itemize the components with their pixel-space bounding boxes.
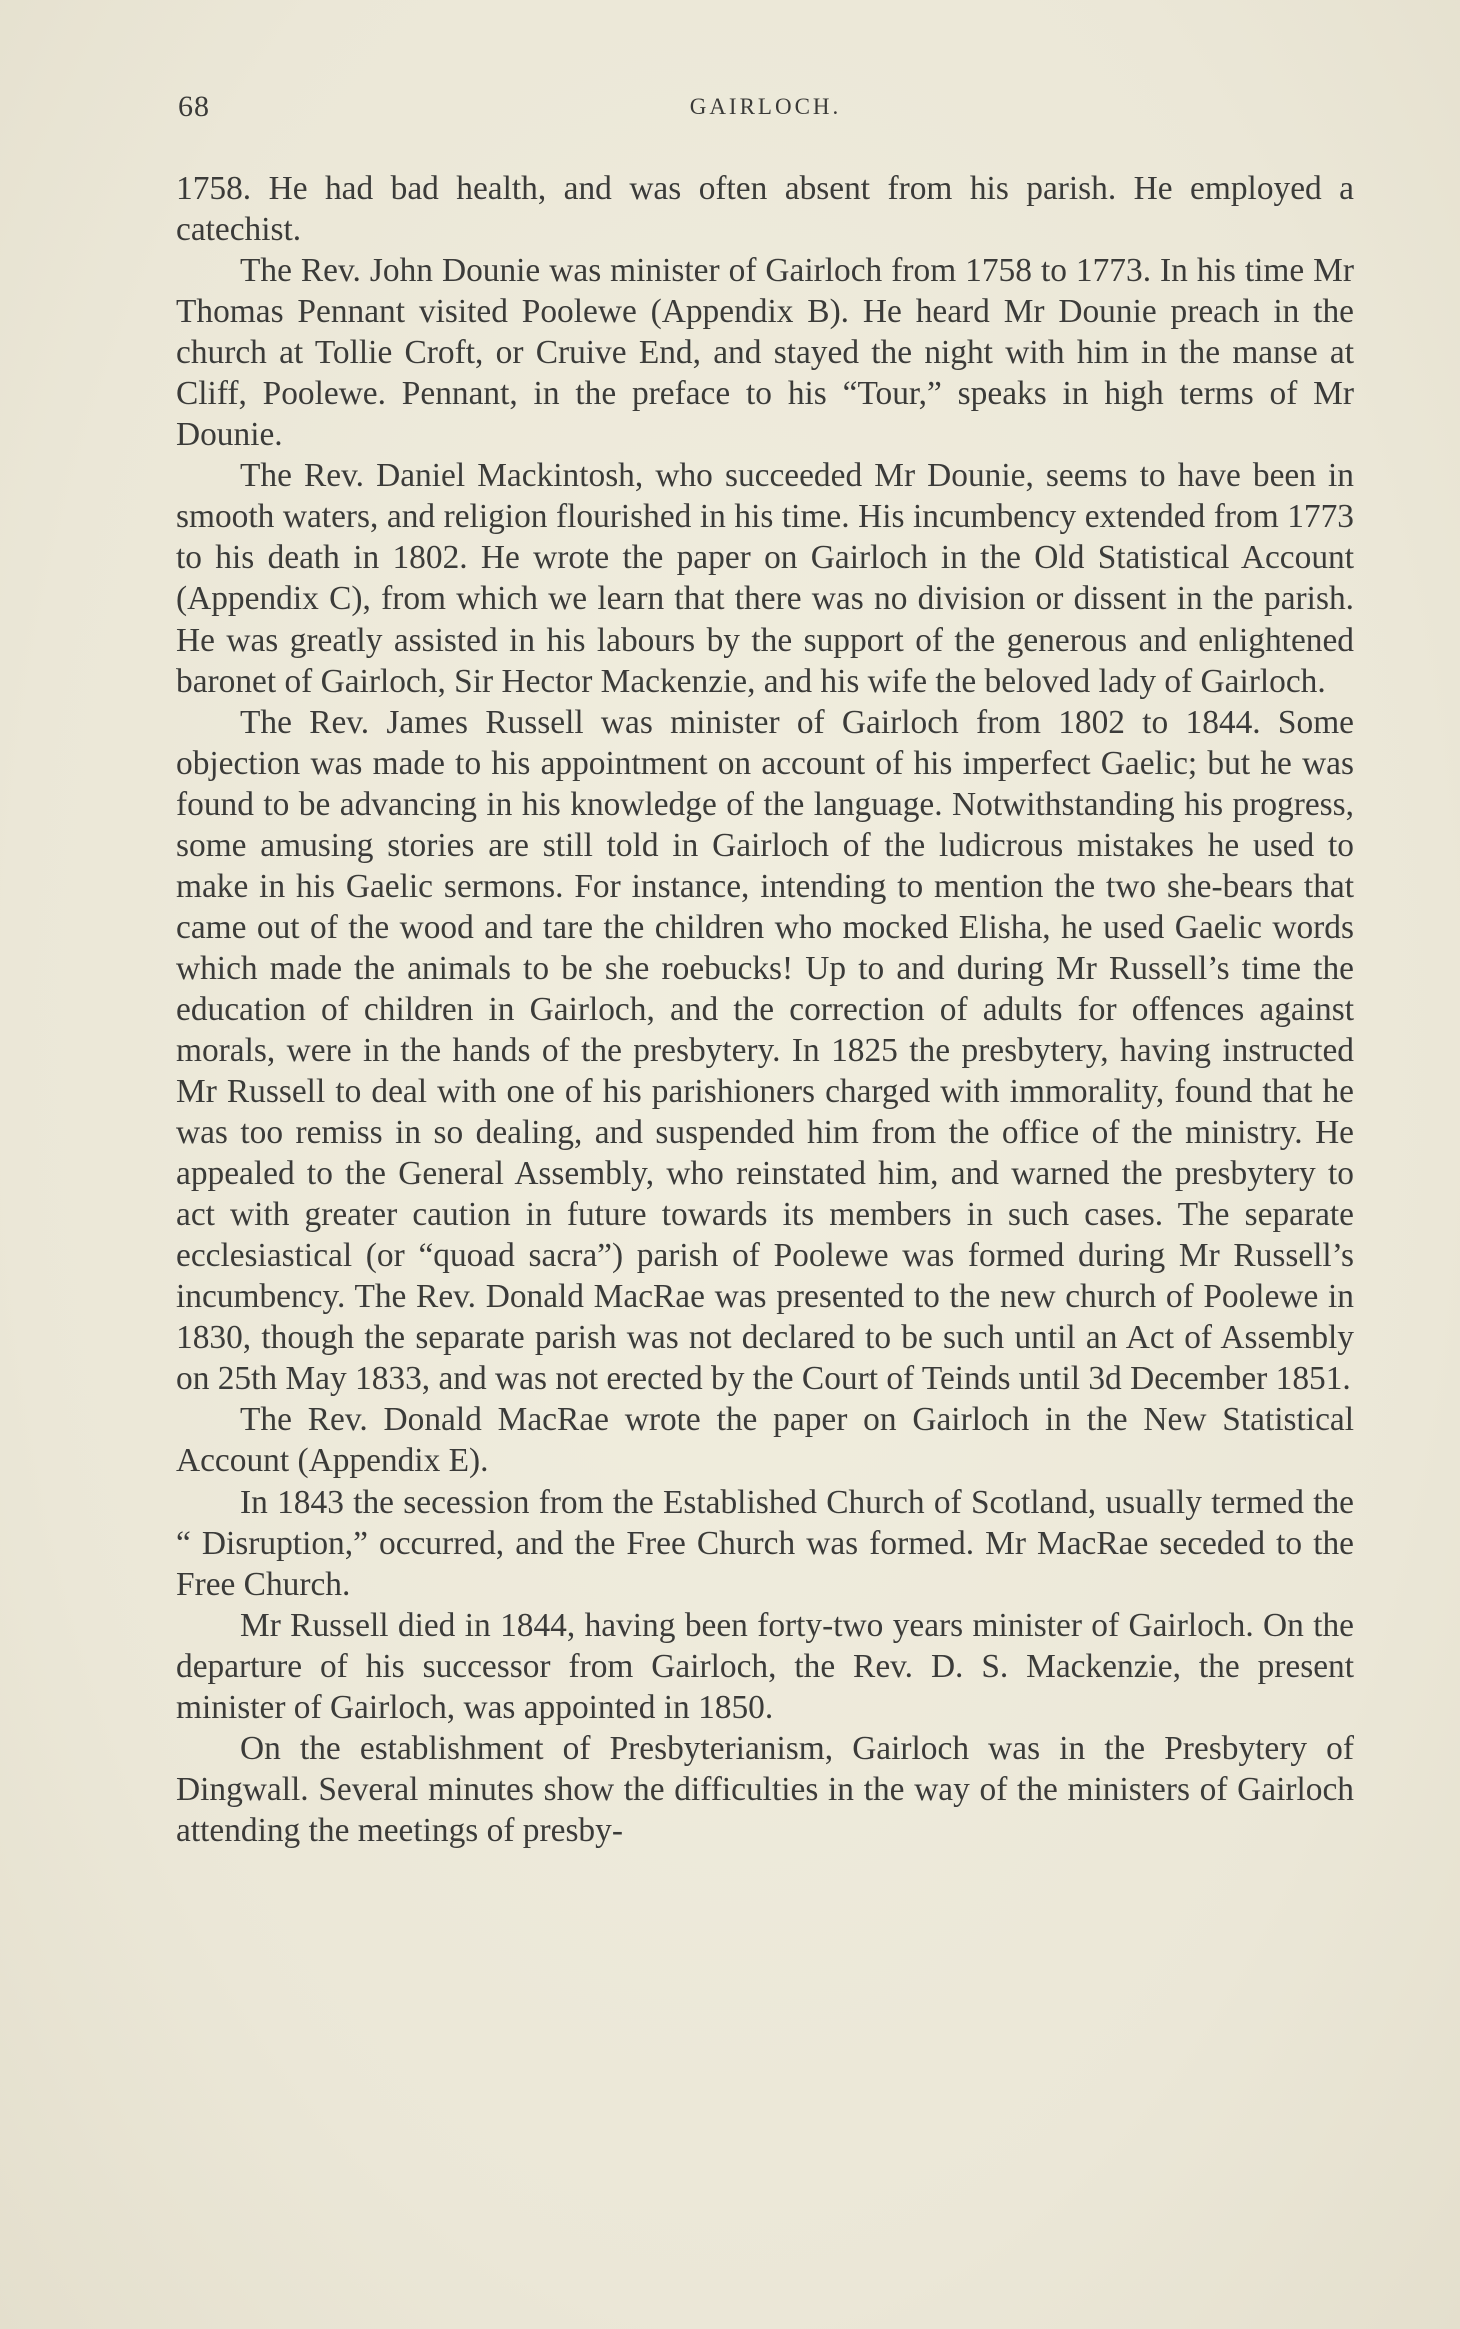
paragraph: Mr Russell died in 1844, having been forty-two years minister of Gairloch. On the departure of his successor from Gairloch, the Rev. D. S. Mackenzie, the present minister of Gairloch, was appointed in 1850. [176, 1606, 1354, 1726]
paragraph: The Rev. John Dounie was minister of Gairloch from 1758 to 1773. In his time Mr Thomas Pennant visited Poolewe (Appendix B). He heard Mr Dounie preach in the church at Tollie Croft, or Cruive End, and stayed the night with him in the manse at Cliff, Poolewe. Pennant, in the preface to his “Tour,” speaks in high terms of Mr Dounie. [176, 252, 1354, 454]
page-header [178, 90, 1353, 130]
paragraph: The Rev. Donald MacRae wrote the paper on Gairloch in the New Statistical Account (Appendix E). [176, 1401, 1354, 1480]
paragraph: On the establishment of Presbyterianism, Gairloch was in the Presbytery of Dingwall. Several minutes show the difficulties in the way of the ministers of Gairloch attending the meetings of presby- [176, 1729, 1354, 1849]
paragraph: In 1843 the secession from the Established Church of Scotland, usually termed the “ Disruption,” occurred, and the Free Church was formed. Mr MacRae seceded to the Free Church. [176, 1483, 1354, 1603]
running-head: GAIRLOCH. [689, 94, 842, 119]
paragraph: 1758. He had bad health, and was often absent from his parish. He employed a catechist. [176, 170, 1354, 249]
paragraph: The Rev. Daniel Mackintosh, who succeeded Mr Dounie, seems to have been in smooth waters, and religion flourished in his time. His incumbency extended from 1773 to his death in 1802. He wrote the paper on Gairloch in the Old Statistical Account (Appendix C), from which we learn that there was no division or dissent in the parish. He was greatly assisted in his labours by the support of the generous and enlightened baronet of Gairloch, Sir Hector Mackenzie, and his wife the beloved lady of Gairloch. [176, 457, 1354, 700]
page-number: 68 [178, 90, 210, 123]
paragraph: The Rev. James Russell was minister of Gairloch from 1802 to 1844. Some objection was made to his appointment on account of his imperfect Gaelic; but he was found to be advancing in his knowledge of the language. Notwithstanding his progress, some amusing stories are still told in Gairloch of the ludicrous mistakes he used to make in his Gaelic sermons. For instance, intending to mention the two she-bears that came out of the wood and tare the children who mocked Elisha, he used Gaelic words which made the animals to be she roebucks! Up to and during Mr Russell’s time the education of children in Gairloch, and the correction of adults for offences against morals, were in the hands of the presbytery. In 1825 the presbytery, having instructed Mr Russell to deal with one of his parishioners charged with immorality, found that he was too remiss in so dealing, and suspended him from the office of the ministry. He appealed to the General Assembly, who reinstated him, and warned the presbytery to act with greater caution in future towards its members in such cases. The separate ecclesiastical (or “quoad sacra”) parish of Poolewe was formed during Mr Russell’s incumbency. The Rev. Donald MacRae was presented to the new church of Poolewe in 1830, though the separate parish was not declared to be such until an Act of Assembly on 25th May 1833, and was not erected by the Court of Teinds until 3d December 1851. [176, 703, 1354, 1398]
body-text [176, 168, 1354, 1851]
